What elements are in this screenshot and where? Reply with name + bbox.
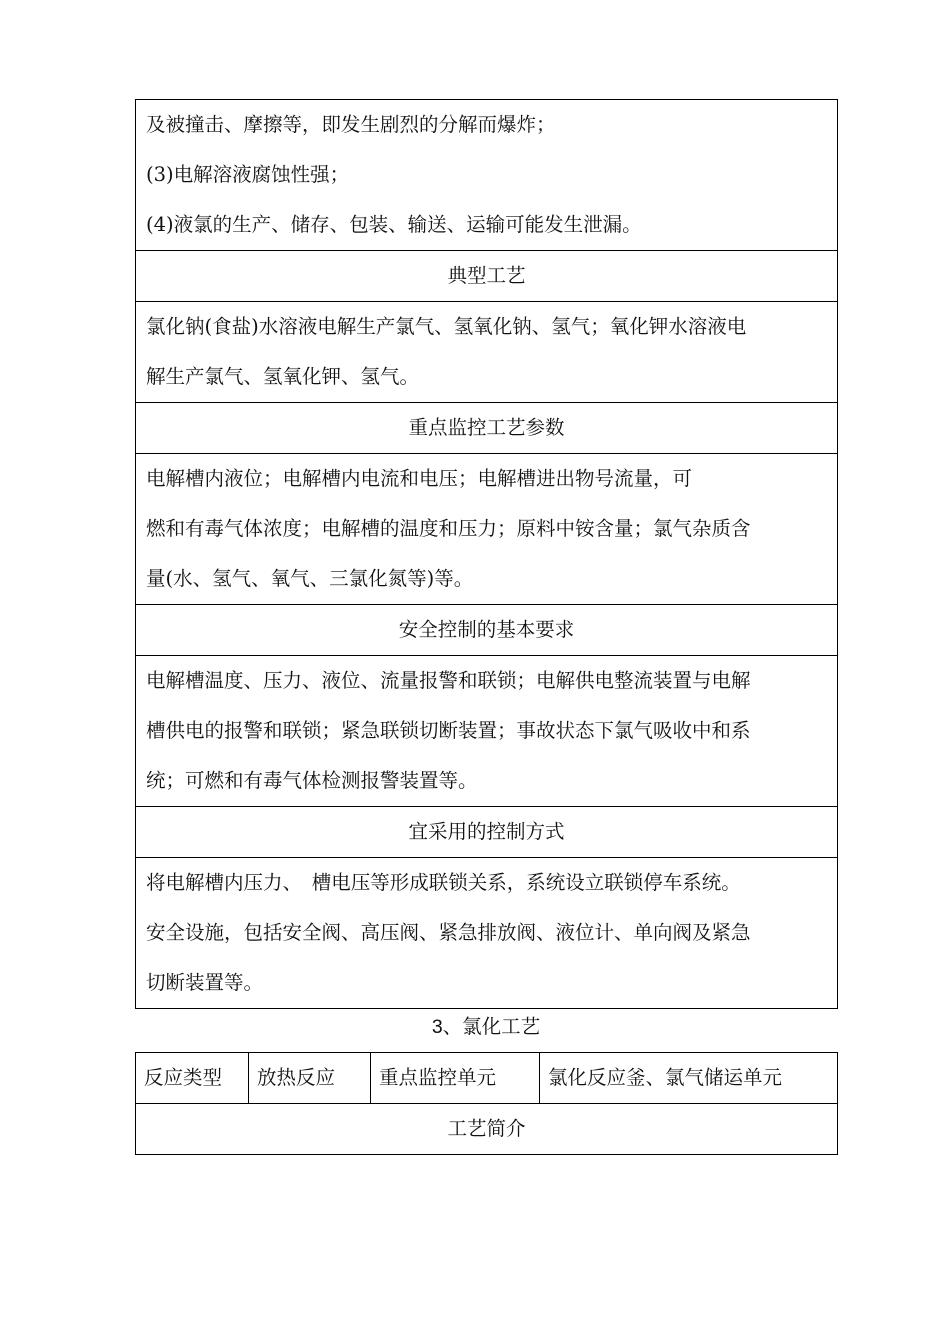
hazard-characteristics-cell (136, 100, 838, 251)
section-title-text: 、氯化工艺 (442, 1015, 541, 1038)
text-line: 量(水、氢气、氧气、三氯化氮等)等。 (146, 567, 474, 590)
text-line: 电解槽温度、压力、液位、流量报警和联锁；电解供电整流装置与电解 (146, 669, 751, 692)
table-row (136, 403, 838, 454)
text-line: 电解槽内液位；电解槽内电流和电压；电解槽进出物号流量，可 (146, 467, 693, 490)
text-line: 氯化钠(食盐)水溶液电解生产氯气、氢氧化钠、氢气；氧化钾水溶液电 (146, 315, 747, 338)
table-row (136, 858, 838, 1009)
control-methods-cell (136, 858, 838, 1009)
key-parameters-cell (136, 454, 838, 605)
text-line: 及被撞击、摩擦等，即发生剧烈的分解而爆炸； (146, 113, 556, 136)
key-unit-label: 重点监控单元 (371, 1053, 540, 1104)
text-line: 燃和有毒气体浓度；电解槽的温度和压力；原料中铵含量；氯气杂质含 (146, 517, 751, 540)
section-header-process-intro: 工艺简介 (136, 1104, 838, 1155)
section-number: 3 (431, 1016, 443, 1038)
process-safety-table (135, 99, 838, 1009)
text-line: 槽供电的报警和联锁；紧急联锁切断装置；事故状态下氯气吸收中和系 (146, 719, 751, 742)
reaction-type-value: 放热反应 (249, 1053, 371, 1104)
section-header-control-methods: 宜采用的控制方式 (136, 807, 838, 858)
safety-requirements-cell (136, 656, 838, 807)
text-line: 解生产氯气、氢氧化钾、氢气。 (146, 365, 420, 388)
table-row (136, 656, 838, 807)
typical-process-cell (136, 302, 838, 403)
table-row (136, 1053, 838, 1104)
table-row (136, 454, 838, 605)
section-header-key-parameters: 重点监控工艺参数 (136, 403, 838, 454)
table-row (136, 251, 838, 302)
text-line: 统；可燃和有毒气体检测报警装置等。 (146, 769, 478, 792)
section-header-safety-requirements: 安全控制的基本要求 (136, 605, 838, 656)
section-header-typical-process: 典型工艺 (136, 251, 838, 302)
text-line: 安全设施，包括安全阀、高压阀、紧急排放阀、液位计、单向阀及紧急 (146, 921, 751, 944)
text-line: (3)电解溶液腐蚀性强； (146, 163, 350, 186)
chlorination-process-table (135, 1052, 838, 1155)
text-line: 切断装置等。 (146, 971, 264, 994)
key-unit-value: 氯化反应釜、氯气储运单元 (540, 1053, 838, 1104)
table-row (136, 302, 838, 403)
reaction-type-label: 反应类型 (136, 1053, 249, 1104)
table-row (136, 807, 838, 858)
table-row (136, 605, 838, 656)
table-row (136, 1104, 838, 1155)
text-line: (4)液氯的生产、储存、包装、输送、运输可能发生泄漏。 (146, 213, 642, 236)
section-heading (135, 1004, 837, 1050)
table-row (136, 100, 838, 251)
text-line: 将电解槽内压力、 槽电压等形成联锁关系，系统设立联锁停车系统。 (146, 871, 741, 894)
